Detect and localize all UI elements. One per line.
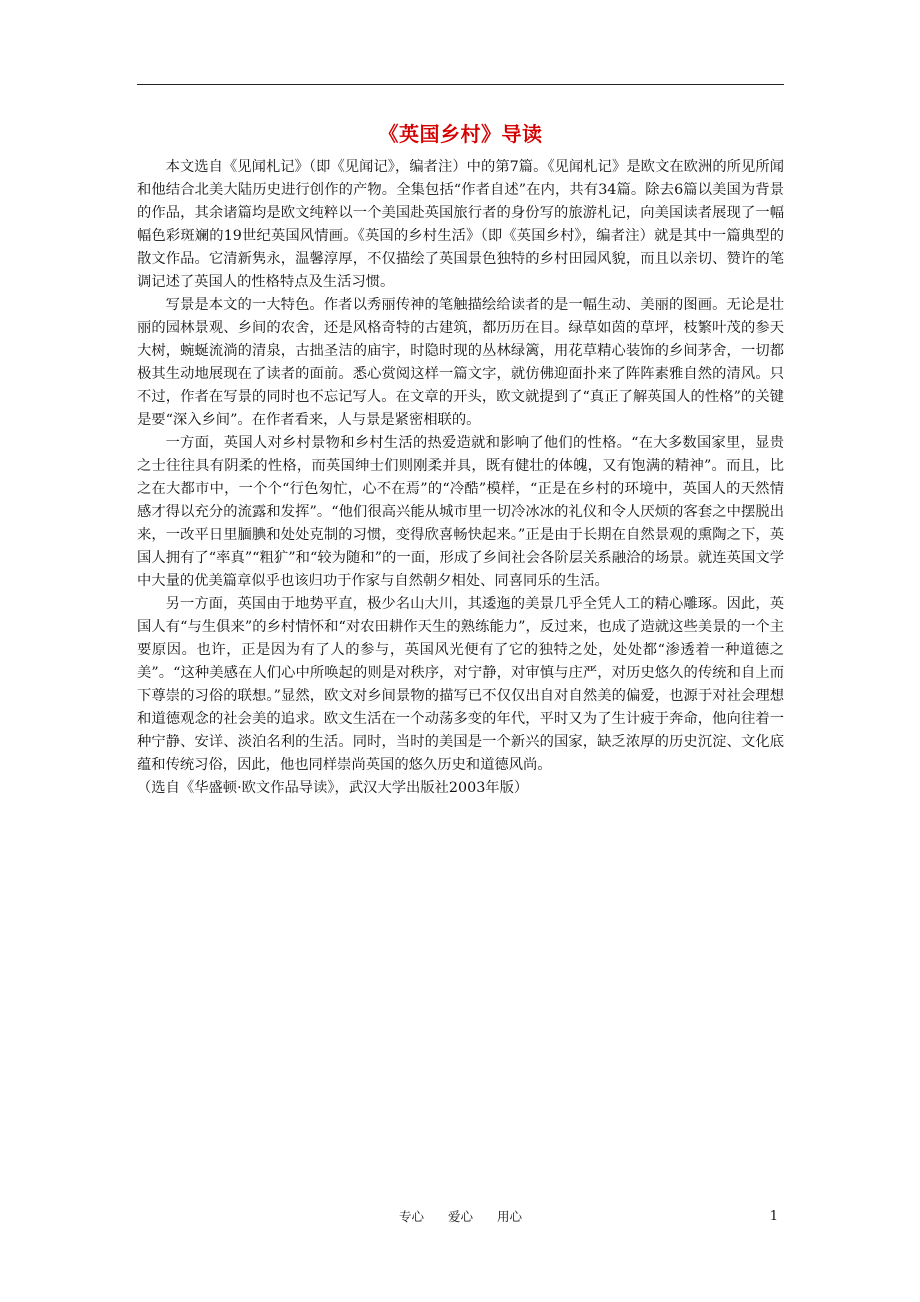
- page-number: 1: [769, 1209, 778, 1224]
- document-title: 《英国乡村》导读: [378, 122, 543, 146]
- footer-motto: 专心 爱心 用心: [399, 1209, 522, 1224]
- header-rule: [137, 84, 784, 85]
- article-body: [137, 156, 784, 800]
- paragraph-intro: 本文选自《见闻札记》（即《见闻记》，编者注）中的第7篇。《见闻札记》是欧文在欧洲的所见所闻和他结合北美大陆历史进行创作的产物。全集包括“作者自述”在内，共有34篇。除去6篇以美国为背景的作品，其余诸篇均是欧文纯粹以一个美国赴英国旅行者的身份写的旅游札记，向美国读者展现了一幅幅色彩斑斓的19世纪英国风情画。《英国的乡村生活》（即《英国乡村》，编者注）就是其中一篇典型的散文作品。它清新隽永，温馨淳厚，不仅描绘了英国景色独特的乡村田园风貌，而且以亲切、赞许的笔调记述了英国人的性格特点及生活习惯。: [137, 159, 784, 290]
- paragraph-character: 一方面，英国人对乡村景物和乡村生活的热爱造就和影响了他们的性格。“在大多数国家里，显贵之士往往具有阴柔的性格，而英国绅士们则刚柔并具，既有健壮的体魄，又有饱满的精神”。而且，比之在大都市中，一个个“行色匆忙，心不在焉”的“冷酷”模样，“正是在乡村的环境中，英国人的天然情感才得以充分的流露和发挥”。“他们很高兴能从城市里一切冷冰冰的礼仪和令人厌烦的客套之中摆脱出来，一改平日里腼腆和处处克制的习惯，变得欣喜畅快起来。”正是由于长期在自然景观的熏陶之下，英国人拥有了“率真”“粗犷”和“较为随和”的一面，形成了乡间社会各阶层关系融洽的场景。就连英国文学中大量的优美篇章似乎也该归功于作家与自然朝夕相处、同喜同乐的生活。: [137, 435, 784, 589]
- page-footer: [137, 1207, 784, 1227]
- paragraph-scenery: 写景是本文的一大特色。作者以秀丽传神的笔触描绘给读者的是一幅生动、美丽的图画。无论是壮丽的园林景观、乡间的农舍，还是风格奇特的古建筑，都历历在目。绿草如茵的草坪，枝繁叶茂的参天大树，蜿蜒流淌的清泉，古拙圣洁的庙宇，时隐时现的丛林绿篱，用花草精心装饰的乡间茅舍，一切都极其生动地展现在了读者的面前。悉心赏阅这样一篇文字，就仿佛迎面扑来了阵阵素雅自然的清风。只不过，作者在写景的同时也不忘记写人。在文章的开头，欧文就提到了“真正了解英国人的性格”的关键是要“深入乡间”。在作者看来，人与景是紧密相联的。: [137, 297, 784, 428]
- paragraph-landscape: 另一方面，英国由于地势平直，极少名山大川，其逶迤的美景几乎全凭人工的精心雕琢。因此，英国人有“与生俱来”的乡村情怀和“对农田耕作天生的熟练能力”，反过来，也成了造就这些美景的一个主要原因。也许，正是因为有了人的参与，英国风光便有了它的独特之处，处处都“渗透着一种道德之美”。“这种美感在人们心中所唤起的则是对秩序，对宁静，对审慎与庄严，对历史悠久的传统和自上而下尊崇的习俗的联想。”显然，欧文对乡间景物的描写已不仅仅出自对自然美的偏爱，也源于对社会理想和道德观念的社会美的追求。欧文生活在一个动荡多变的年代，平时又为了生计疲于奔命，他向往着一种宁静、安详、淡泊名利的生活。同时，当时的美国是一个新兴的国家，缺乏浓厚的历史沉淀、文化底蕴和传统习俗，因此，他也同样崇尚英国的悠久历史和道德风尚。: [137, 596, 784, 773]
- source-citation: （选自《华盛顿·欧文作品导读》，武汉大学出版社2003年版）: [137, 780, 529, 796]
